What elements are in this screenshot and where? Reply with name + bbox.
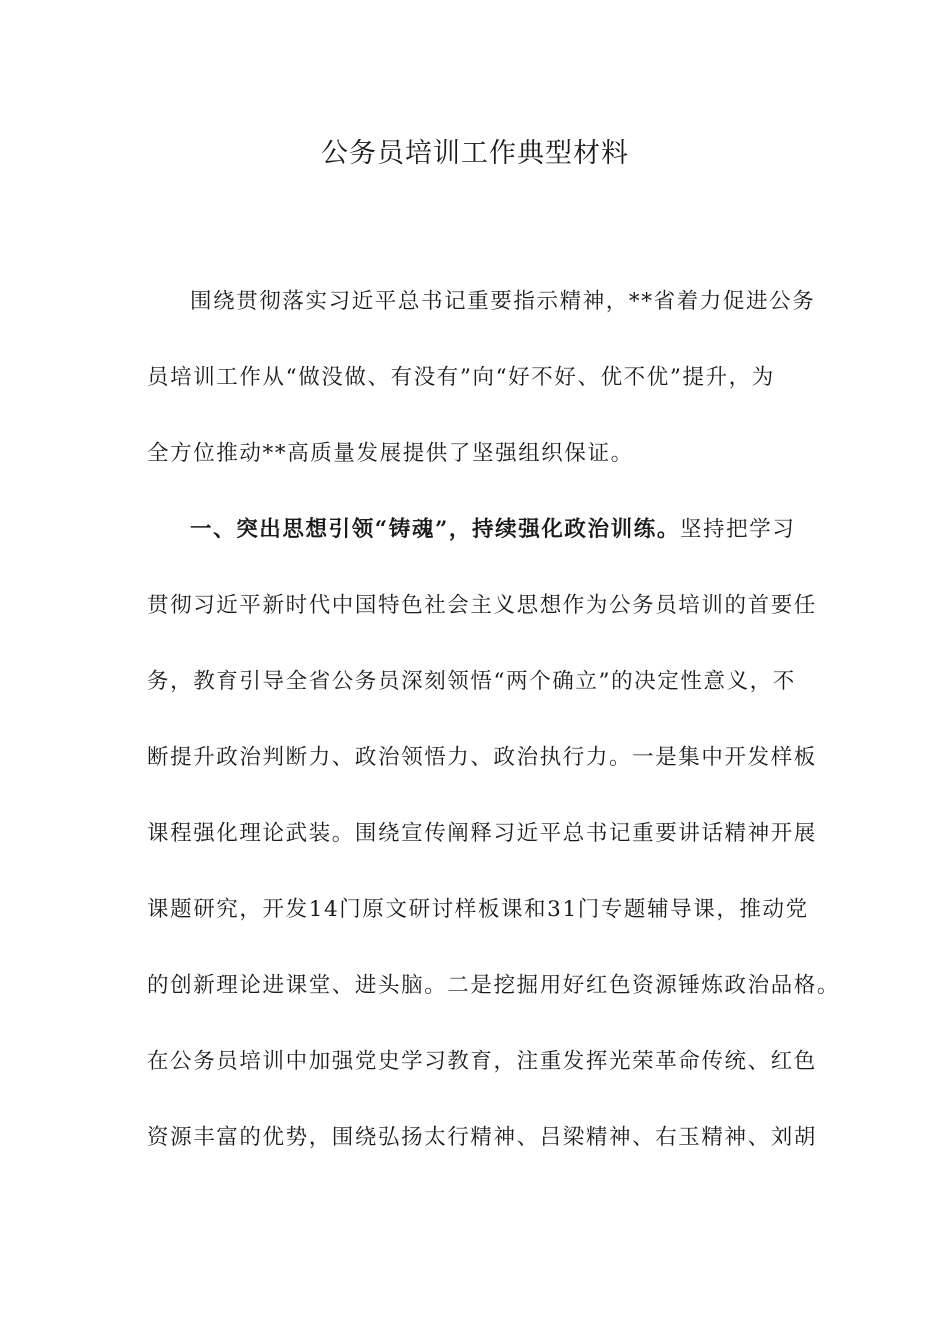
line-text: 课题研究，开发14门原文研讨样板课和31门专题辅导课，推动党 [147, 897, 809, 922]
line-text: 在公务员培训中加强党史学习教育，注重发挥光荣革命传统、红色 [147, 1049, 817, 1074]
body-line [147, 280, 816, 356]
section-heading: 一、突出思想引领“铸魂”，持续强化政治训练。 [190, 517, 680, 542]
line-text: 全方位推动**高质量发展提供了坚强组织保证。 [147, 441, 634, 466]
document-body [147, 280, 841, 1192]
line-text: 的创新理论进课堂、进头脑。二是挖掘用好红色资源锤炼政治品格。 [147, 973, 841, 998]
line-text: 员培训工作从“做没做、有没有”向“好不好、优不优”提升，为 [147, 365, 775, 390]
line-text: 贯彻习近平新时代中国特色社会主义思想作为公务员培训的首要任 [147, 593, 817, 618]
line-text: 坚持把学习 [679, 517, 796, 542]
line-text: 围绕贯彻落实习近平总书记重要指示精神，**省着力促进公务 [190, 289, 816, 314]
body-line [147, 1116, 817, 1192]
body-line [147, 1040, 817, 1116]
line-text: 课程强化理论武装。围绕宣传阐释习近平总书记重要讲话精神开展 [147, 821, 817, 846]
body-line [147, 736, 817, 812]
body-line [147, 660, 797, 736]
line-text: 务，教育引导全省公务员深刻领悟“两个确立”的决定性意义，不 [147, 669, 796, 694]
body-line [147, 508, 797, 584]
body-line [147, 812, 817, 888]
line-text: 资源丰富的优势，围绕弘扬太行精神、吕梁精神、右玉精神、刘胡 [147, 1125, 817, 1150]
line-text: 断提升政治判断力、政治领悟力、政治执行力。一是集中开发样板 [147, 745, 817, 770]
body-line [147, 584, 817, 660]
body-line [147, 432, 797, 508]
document-title: 公务员培训工作典型材料 [321, 138, 629, 169]
body-line [147, 888, 809, 964]
body-line [147, 356, 797, 432]
body-line [147, 964, 841, 1040]
